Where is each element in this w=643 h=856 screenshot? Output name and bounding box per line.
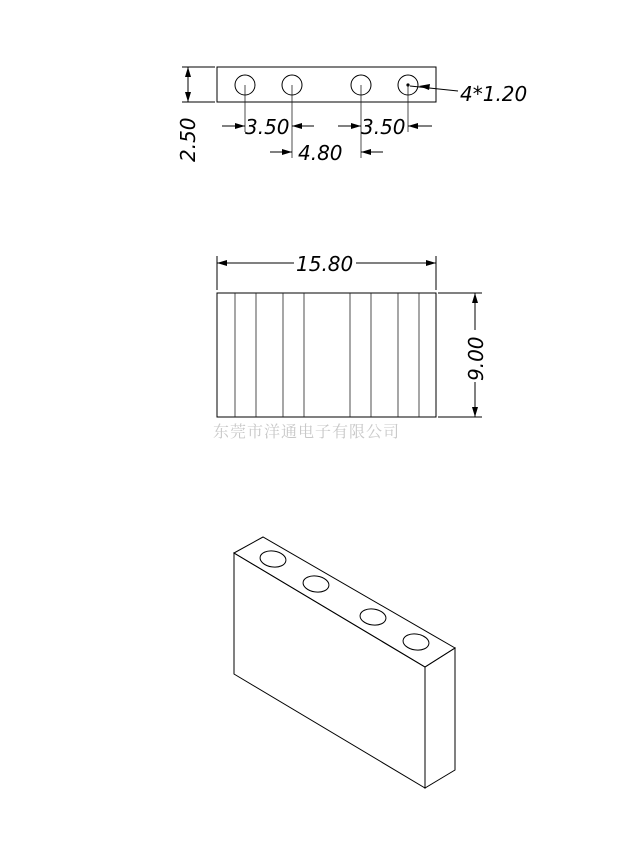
pitch-right-arrow-b: [408, 123, 418, 129]
iso-hole-2: [302, 574, 330, 593]
pitch-left-label: 3.50: [245, 115, 290, 139]
iso-top-face: [234, 537, 455, 667]
hole-spec-label: 4*1.20: [460, 82, 528, 106]
iso-hole-4: [402, 632, 430, 651]
length-arrow-right: [426, 260, 436, 266]
height-top-arrow-2: [185, 92, 191, 102]
top-view: [176, 67, 527, 165]
pitch-right-arrow-a: [351, 123, 361, 129]
front-view: [213, 252, 488, 441]
center-gap-arrow-a: [282, 149, 292, 155]
iso-hole-3: [359, 607, 387, 626]
front-view-outline: [217, 293, 436, 417]
pitch-right-label: 3.50: [361, 115, 406, 139]
top-view-outline: [217, 67, 436, 102]
height-front-label: 9.00: [464, 336, 488, 381]
isometric-view: [234, 537, 455, 788]
iso-hole-1: [259, 549, 287, 568]
center-gap-arrow-b: [361, 149, 371, 155]
iso-front-face: [234, 553, 425, 788]
center-gap-label: 4.80: [298, 141, 343, 165]
length-label: 15.80: [296, 252, 354, 276]
iso-side-face: [425, 648, 455, 788]
company-watermark: 东莞市洋通电子有限公司: [213, 422, 401, 441]
height-top-label: 2.50: [176, 117, 200, 162]
pitch-left-arrow-b: [292, 123, 302, 129]
height-front-arrow-2: [472, 407, 478, 417]
height-top-arrow-1: [185, 67, 191, 77]
length-arrow-left: [217, 260, 227, 266]
pitch-left-arrow-a: [235, 123, 245, 129]
height-front-arrow-1: [472, 293, 478, 303]
